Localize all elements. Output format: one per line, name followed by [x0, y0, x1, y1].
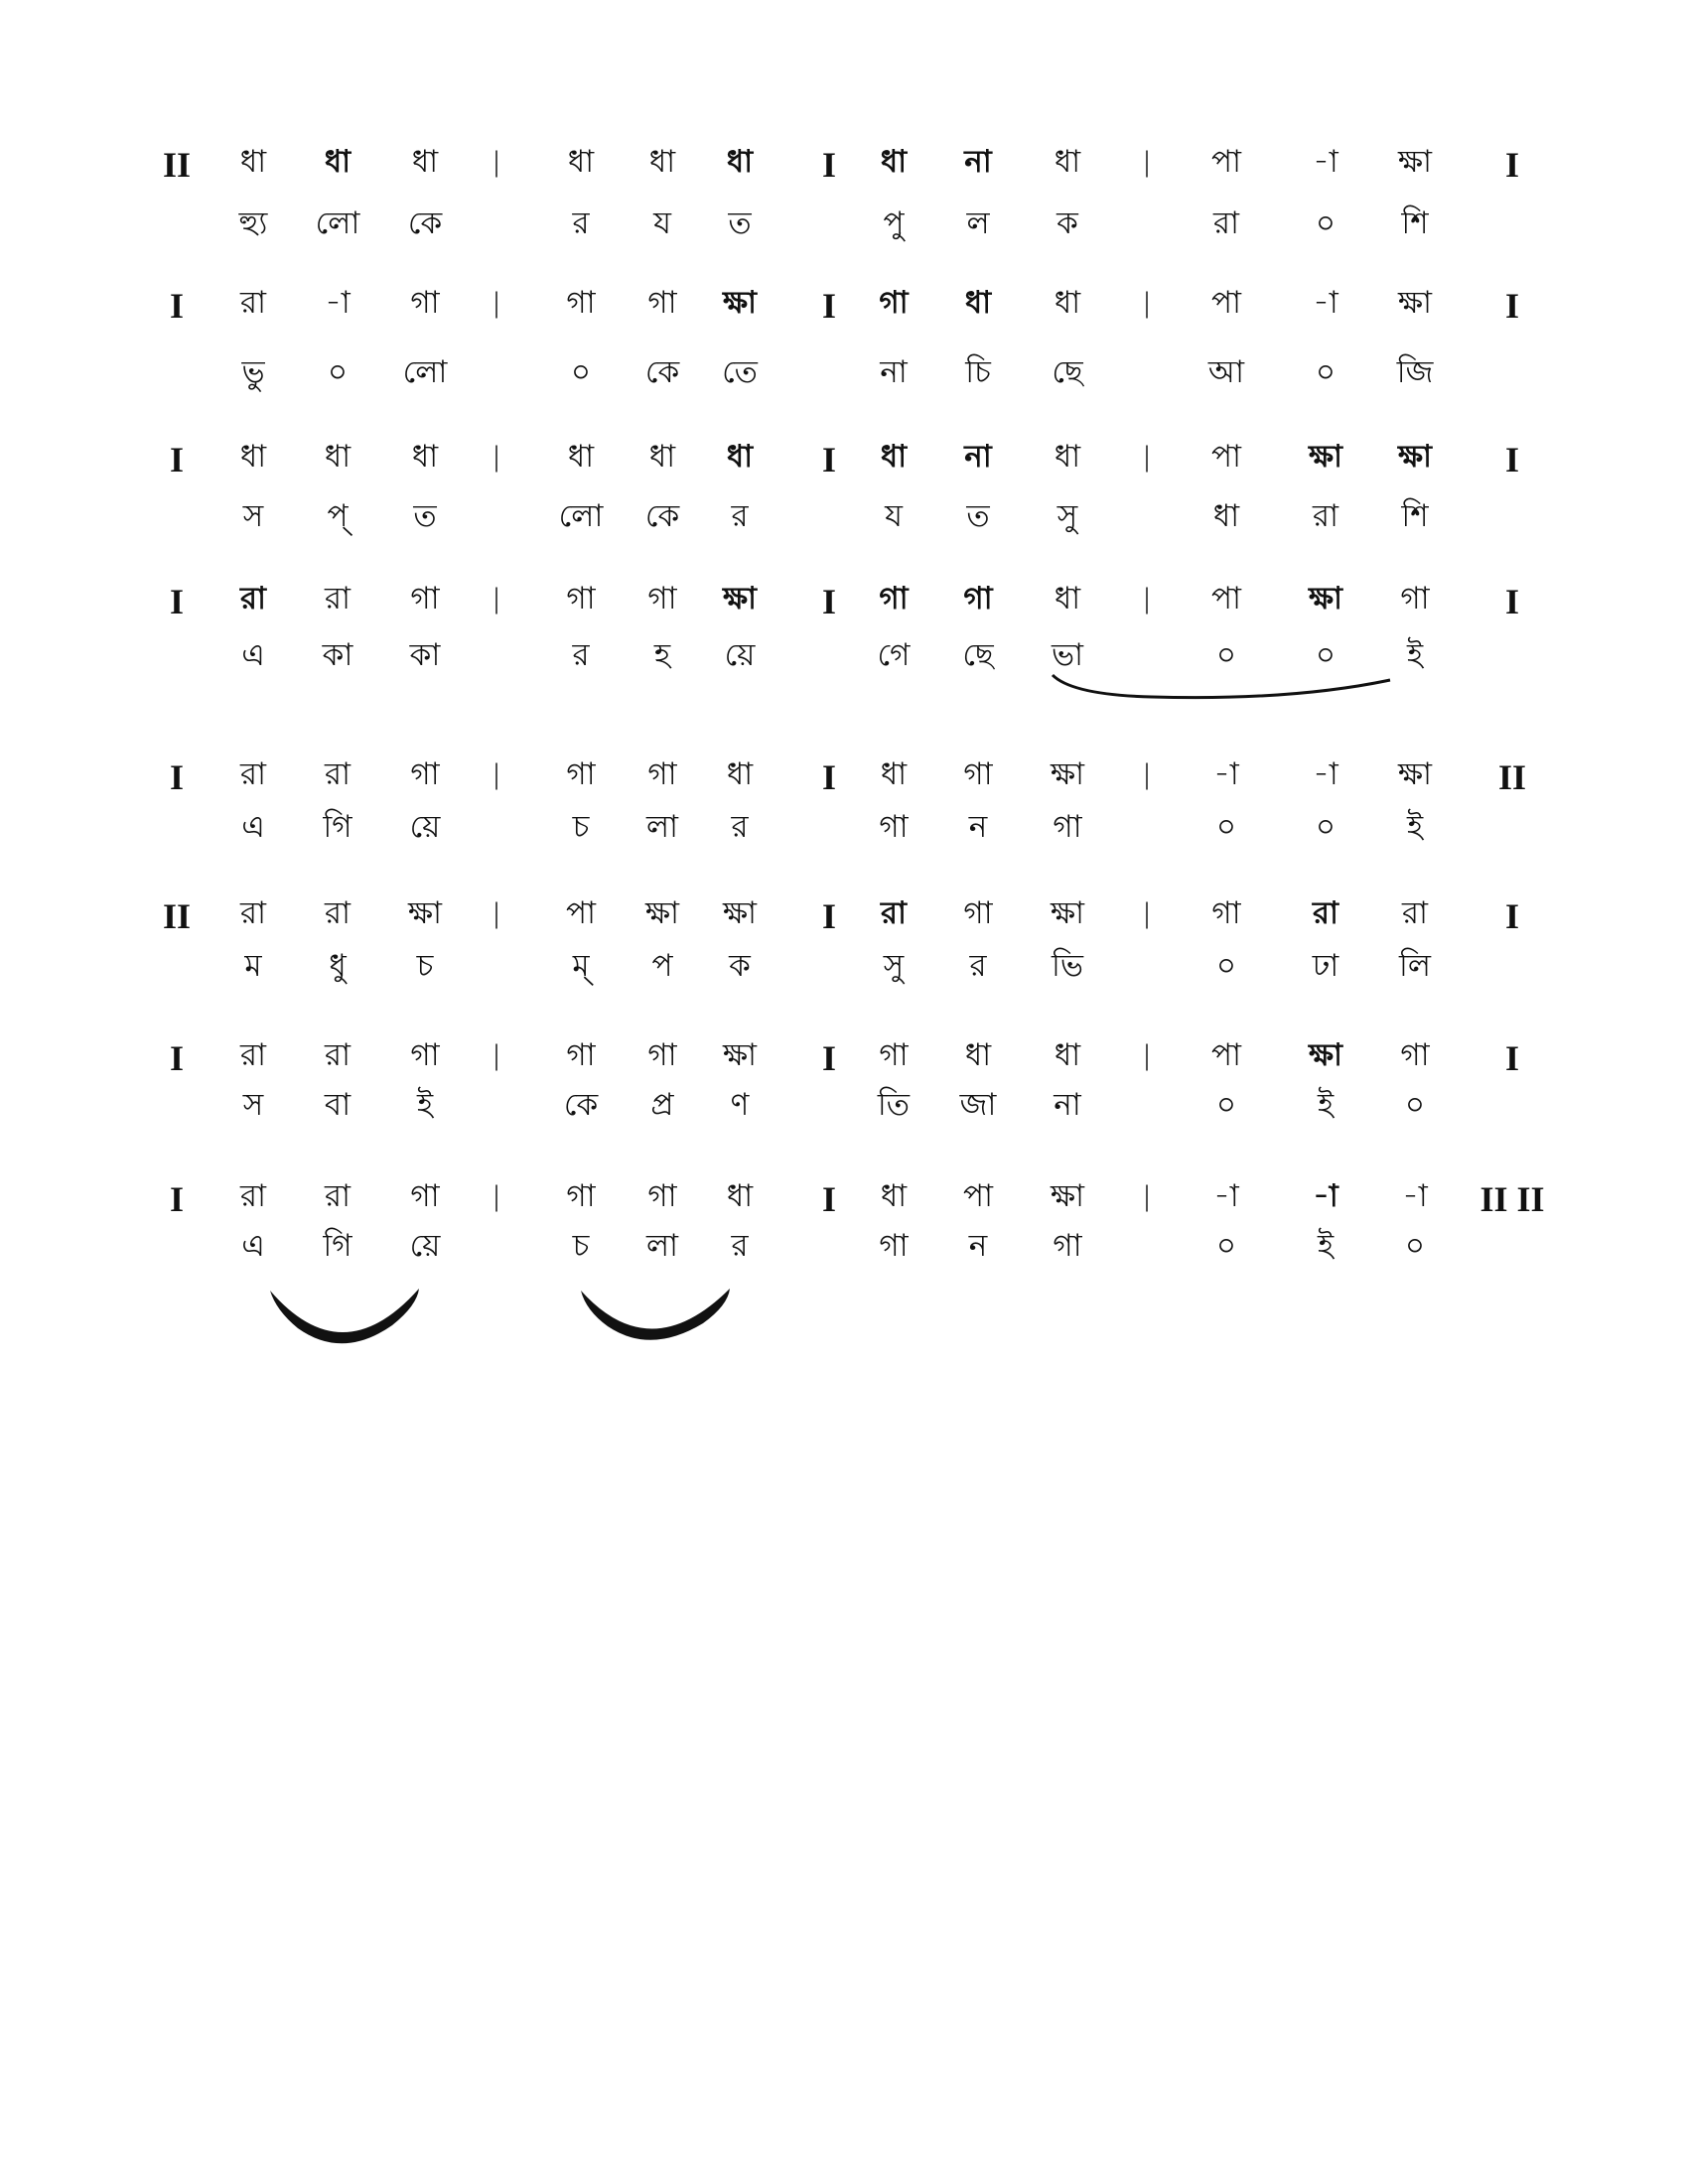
beat-divider: |	[1143, 145, 1151, 178]
lyric-cell: ০	[1215, 1087, 1237, 1123]
note-cell: -া	[1313, 1178, 1338, 1214]
note-cell: রা	[324, 1037, 352, 1073]
lyric-cell: ত	[413, 498, 437, 534]
lyric-cell: ই	[1317, 1087, 1335, 1123]
lyric-cell: শি	[1401, 205, 1429, 241]
lyric-cell: ০	[327, 354, 349, 390]
lyric-cell: য	[653, 205, 671, 241]
lyric-cell: কে	[407, 205, 443, 241]
note-cell: ধা	[726, 1178, 754, 1214]
lyric-cell: গা	[879, 1228, 909, 1264]
note-cell: ধা	[880, 439, 908, 475]
lyric-cell: র	[731, 809, 749, 845]
note-cell: ক্ষা	[407, 895, 443, 931]
lyric-cell: তে	[722, 354, 758, 390]
lyric-cell: চ	[416, 948, 434, 984]
note-cell: ক্ষা	[722, 581, 758, 616]
note-cell: ধা	[567, 439, 595, 475]
note-cell: ক্ষা	[722, 285, 758, 321]
note-cell: না	[964, 144, 992, 180]
note-cell: রা	[239, 1037, 267, 1073]
note-cell: পা	[1210, 439, 1242, 475]
beat-divider: |	[492, 1038, 500, 1071]
lyric-cell: য়ে	[409, 809, 441, 845]
bar-line: I	[821, 440, 837, 479]
lyric-cell: ন	[968, 809, 988, 845]
note-cell: গা	[647, 1178, 677, 1214]
lyric-cell: ণ	[730, 1087, 750, 1123]
bar-line: I	[1504, 145, 1520, 185]
bar-line: I	[821, 896, 837, 936]
lyric-cell: ক	[729, 948, 751, 984]
note-cell: ক্ষা	[1397, 439, 1433, 475]
lyric-cell: কে	[563, 1087, 599, 1123]
lyric-cell: প্	[327, 498, 349, 534]
note-cell: ধা	[648, 439, 676, 475]
beat-divider: |	[492, 1179, 500, 1212]
lyric-cell: এ	[241, 809, 265, 845]
lyric-cell: ০	[1404, 1228, 1426, 1264]
lyric-cell: গে	[877, 637, 911, 673]
slur-mark-right	[581, 1289, 730, 1340]
lyric-cell: ছে	[962, 637, 994, 673]
note-cell: ধা	[567, 144, 595, 180]
note-cell: রা	[239, 756, 267, 792]
bar-line: I	[169, 582, 185, 621]
note-cell: পা	[1210, 581, 1242, 616]
note-cell: গা	[1211, 895, 1241, 931]
lyric-cell: ০	[1315, 205, 1336, 241]
lyric-cell: এ	[241, 637, 265, 673]
lyric-cell: ০	[1315, 809, 1336, 845]
bar-line: I	[821, 757, 837, 797]
note-cell: ক্ষা	[1050, 1178, 1085, 1214]
lyric-cell: লি	[1399, 948, 1431, 984]
lyric-cell: প	[651, 948, 673, 984]
note-cell: ধা	[1054, 285, 1081, 321]
note-cell: ধা	[726, 756, 754, 792]
bar-line: I	[821, 1179, 837, 1219]
note-cell: গা	[879, 581, 909, 616]
note-cell: ক্ষা	[1050, 756, 1085, 792]
note-cell: পা	[1210, 144, 1242, 180]
note-cell: গা	[963, 581, 993, 616]
note-cell: রা	[324, 895, 352, 931]
note-cell: ধা	[1054, 439, 1081, 475]
lyric-cell: বা	[324, 1087, 352, 1123]
note-cell: ক্ষা	[1308, 1037, 1343, 1073]
lyric-cell: র	[572, 637, 590, 673]
lyric-cell: হ্যু	[238, 205, 268, 241]
lyric-cell: ক	[1056, 205, 1078, 241]
lyric-cell: ০	[1215, 1228, 1237, 1264]
lyric-cell: চ	[572, 809, 590, 845]
note-cell: ধা	[880, 1178, 908, 1214]
lyric-cell: জা	[959, 1087, 997, 1123]
lyric-cell: ভা	[1051, 637, 1084, 673]
note-cell: রা	[324, 581, 352, 616]
lyric-cell: ই	[1406, 637, 1424, 673]
lyric-cell: সু	[1056, 498, 1078, 534]
note-cell: গা	[410, 1037, 440, 1073]
lyric-cell: ম্	[572, 948, 590, 984]
lyric-cell: কা	[409, 637, 441, 673]
lyric-cell: ন	[968, 1228, 988, 1264]
lyric-cell: ভু	[241, 354, 265, 390]
lyric-cell: প্র	[650, 1087, 674, 1123]
lyric-cell: লো	[402, 354, 448, 390]
note-cell: রা	[239, 581, 267, 616]
lyric-cell: এ	[241, 1228, 265, 1264]
note-cell: পা	[1210, 1037, 1242, 1073]
note-cell: গা	[1400, 581, 1430, 616]
note-cell: ক্ষা	[722, 1037, 758, 1073]
note-cell: ধা	[1054, 1037, 1081, 1073]
note-cell: গা	[1400, 1037, 1430, 1073]
lyric-cell: লা	[645, 1228, 679, 1264]
lyric-cell: লা	[645, 809, 679, 845]
note-cell: ধা	[880, 756, 908, 792]
note-cell: ধা	[964, 1037, 992, 1073]
note-cell: ক্ষা	[1397, 144, 1433, 180]
lyric-cell: না	[1054, 1087, 1081, 1123]
note-cell: রা	[1401, 895, 1429, 931]
note-cell: ধা	[726, 144, 754, 180]
lyric-cell: গি	[323, 809, 352, 845]
note-cell: ক্ষা	[1308, 581, 1343, 616]
note-cell: গা	[963, 895, 993, 931]
note-cell: ধা	[411, 144, 439, 180]
lyric-cell: রা	[1312, 498, 1339, 534]
lyric-cell: ধা	[1212, 498, 1240, 534]
lyric-cell: ০	[1404, 1087, 1426, 1123]
note-cell: ধা	[880, 144, 908, 180]
lyric-cell: র	[572, 205, 590, 241]
bar-line: II	[162, 896, 192, 936]
lyric-cell: চ	[572, 1228, 590, 1264]
bar-line: I	[169, 440, 185, 479]
note-cell: গা	[647, 756, 677, 792]
bar-line: I	[169, 1038, 185, 1078]
note-cell: ধা	[726, 439, 754, 475]
lyric-cell: লো	[558, 498, 604, 534]
bar-line: I	[169, 757, 185, 797]
bar-line: I	[821, 145, 837, 185]
note-cell: গা	[566, 1178, 596, 1214]
note-cell: রা	[239, 285, 267, 321]
note-cell: ক্ষা	[1397, 756, 1433, 792]
note-cell: রা	[324, 1178, 352, 1214]
note-cell: রা	[239, 1178, 267, 1214]
note-cell: ধা	[239, 144, 267, 180]
bar-line: I	[1504, 582, 1520, 621]
lyric-cell: কে	[644, 354, 680, 390]
note-cell: গা	[566, 581, 596, 616]
note-cell: গা	[647, 285, 677, 321]
slur-mark-left	[270, 1289, 419, 1343]
note-cell: ধা	[411, 439, 439, 475]
note-cell: -া	[1313, 756, 1338, 792]
lyric-cell: ঢা	[1312, 948, 1339, 984]
lyric-cell: য	[885, 498, 903, 534]
beat-divider: |	[492, 145, 500, 178]
lyric-cell: না	[880, 354, 908, 390]
note-cell: ক্ষা	[1308, 439, 1343, 475]
lyric-cell: গা	[1053, 809, 1082, 845]
note-cell: রা	[324, 756, 352, 792]
lyric-cell: ত	[966, 498, 990, 534]
bar-line: I	[1504, 1038, 1520, 1078]
bar-line: I	[1504, 286, 1520, 326]
note-cell: রা	[239, 895, 267, 931]
note-cell: ধা	[964, 285, 992, 321]
lyric-cell: আ	[1207, 354, 1245, 390]
note-cell: গা	[879, 1037, 909, 1073]
note-cell: ধা	[648, 144, 676, 180]
lyric-cell: ই	[1406, 809, 1424, 845]
bar-line: I	[169, 1179, 185, 1219]
note-cell: -া	[1213, 756, 1239, 792]
lyric-cell: গা	[879, 809, 909, 845]
bar-line: I	[169, 286, 185, 326]
lyric-cell: কা	[322, 637, 353, 673]
lyric-cell: জি	[1396, 354, 1434, 390]
lyric-cell: ধু	[329, 948, 347, 984]
beat-divider: |	[1143, 896, 1151, 929]
note-cell: ক্ষা	[644, 895, 680, 931]
lyric-cell: র	[731, 1228, 749, 1264]
lyric-cell: ০	[1315, 354, 1336, 390]
note-cell: -া	[1402, 1178, 1428, 1214]
note-cell: পা	[1210, 285, 1242, 321]
bar-line: I	[1504, 440, 1520, 479]
lyric-cell: চি	[965, 354, 991, 390]
note-cell: ধা	[324, 144, 352, 180]
lyric-cell: ০	[1215, 948, 1237, 984]
note-cell: না	[964, 439, 992, 475]
note-cell: -া	[1213, 1178, 1239, 1214]
beat-divider: |	[1143, 757, 1151, 790]
note-cell: -া	[1313, 285, 1338, 321]
note-cell: ধা	[1054, 581, 1081, 616]
lyric-cell: কে	[644, 498, 680, 534]
note-cell: ধা	[324, 439, 352, 475]
beat-divider: |	[492, 440, 500, 473]
bar-line: I	[821, 1038, 837, 1078]
note-cell: গা	[410, 581, 440, 616]
lyric-cell: ০	[570, 354, 592, 390]
bar-line: I	[821, 286, 837, 326]
beat-divider: |	[1143, 286, 1151, 319]
note-cell: ধা	[1054, 144, 1081, 180]
note-cell: গা	[647, 1037, 677, 1073]
lyric-cell: ০	[1315, 637, 1336, 673]
note-cell: রা	[1312, 895, 1339, 931]
note-cell: পা	[962, 1178, 994, 1214]
lyric-cell: ছে	[1052, 354, 1083, 390]
note-cell: পা	[565, 895, 597, 931]
note-cell: ক্ষা	[722, 895, 758, 931]
note-cell: গা	[566, 285, 596, 321]
note-cell: গা	[410, 756, 440, 792]
lyric-cell: ০	[1215, 637, 1237, 673]
lyric-cell: পু	[883, 205, 905, 241]
lyric-cell: র	[731, 498, 749, 534]
lyric-cell: ই	[1317, 1228, 1335, 1264]
lyric-cell: গা	[1053, 1228, 1082, 1264]
note-cell: গা	[647, 581, 677, 616]
beat-divider: |	[492, 582, 500, 614]
lyric-cell: ভি	[1052, 948, 1083, 984]
lyric-cell: শি	[1401, 498, 1429, 534]
note-cell: ধা	[239, 439, 267, 475]
beat-divider: |	[1143, 440, 1151, 473]
note-cell: -া	[1313, 144, 1338, 180]
note-cell: গা	[566, 756, 596, 792]
note-cell: গা	[963, 756, 993, 792]
slur-line	[1053, 675, 1390, 698]
beat-divider: |	[492, 896, 500, 929]
note-cell: ক্ষা	[1050, 895, 1085, 931]
lyric-cell: হ	[653, 637, 671, 673]
beat-divider: |	[1143, 1038, 1151, 1071]
beat-divider: |	[492, 757, 500, 790]
bar-line: II II	[1479, 1179, 1545, 1219]
bar-line: II	[162, 145, 192, 185]
lyric-cell: ই	[416, 1087, 434, 1123]
beat-divider: |	[1143, 582, 1151, 614]
note-cell: গা	[879, 285, 909, 321]
lyric-cell: ম	[244, 948, 262, 984]
bar-line: I	[1504, 896, 1520, 936]
lyric-cell: স	[242, 498, 264, 534]
lyric-cell: ত	[728, 205, 752, 241]
lyric-cell: র	[969, 948, 987, 984]
note-cell: রা	[880, 895, 908, 931]
lyric-cell: য়ে	[409, 1228, 441, 1264]
beat-divider: |	[492, 286, 500, 319]
lyric-cell: তি	[877, 1087, 911, 1123]
beat-divider: |	[1143, 1179, 1151, 1212]
note-cell: গা	[410, 1178, 440, 1214]
note-cell: গা	[410, 285, 440, 321]
lyric-cell: স	[242, 1087, 264, 1123]
bar-line: II	[1497, 757, 1527, 797]
lyric-cell: রা	[1212, 205, 1240, 241]
note-cell: গা	[566, 1037, 596, 1073]
lyric-cell: লো	[315, 205, 360, 241]
lyric-cell: ০	[1215, 809, 1237, 845]
lyric-cell: য়ে	[724, 637, 756, 673]
note-cell: ক্ষা	[1397, 285, 1433, 321]
bar-line: I	[821, 582, 837, 621]
lyric-cell: ল	[966, 205, 990, 241]
lyric-cell: গি	[323, 1228, 352, 1264]
note-cell: -া	[325, 285, 351, 321]
lyric-cell: সু	[883, 948, 905, 984]
